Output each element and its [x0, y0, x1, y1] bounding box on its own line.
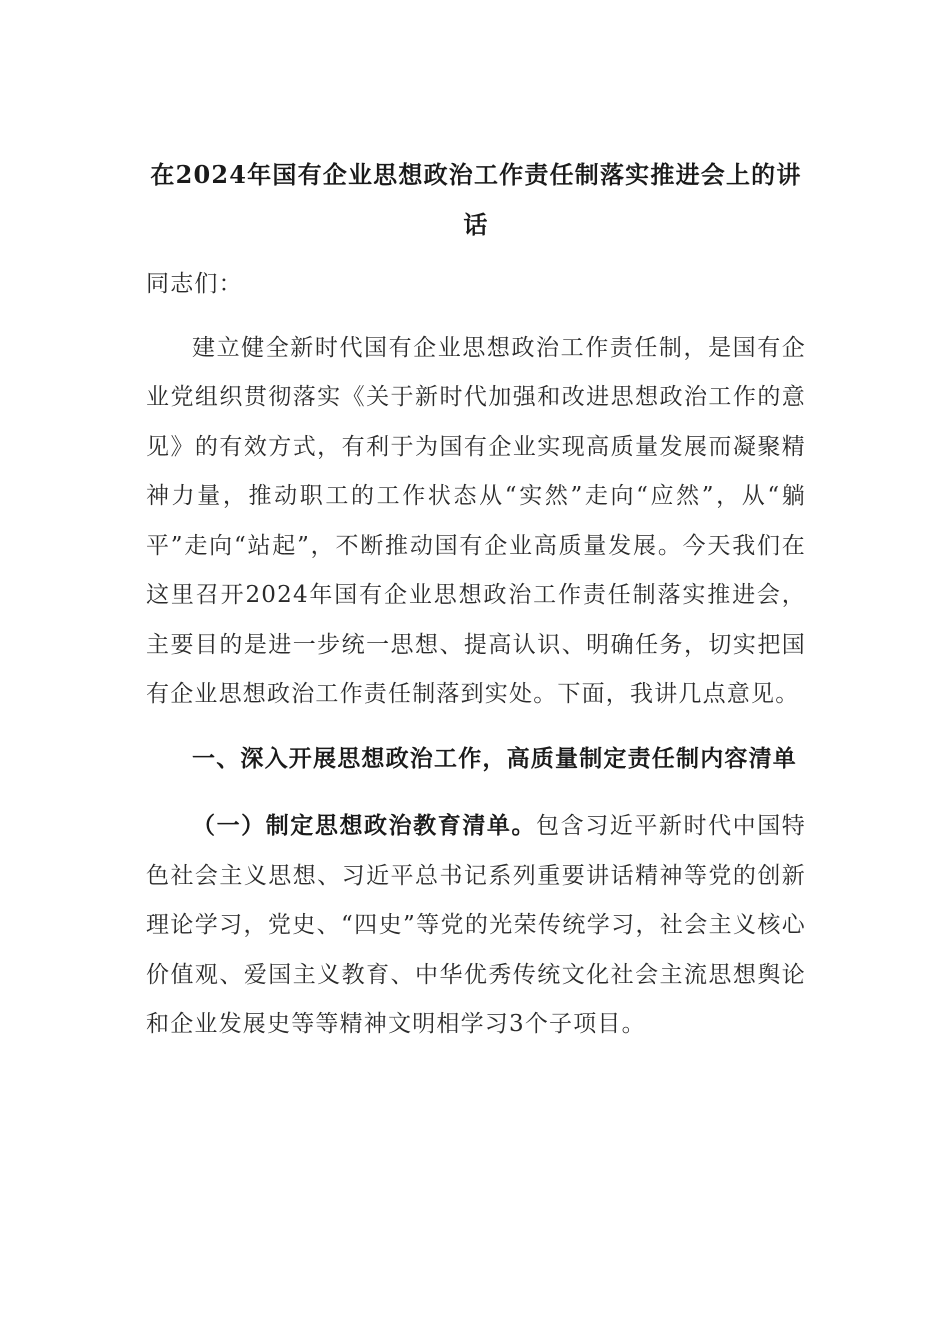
- subsection-paragraph: [146, 801, 806, 1050]
- document-title: 在2024年国有企业思想政治工作责任制落实推进会上的讲话: [150, 160, 802, 239]
- section-heading: 一、深入开展思想政治工作，高质量制定责任制内容清单: [192, 744, 797, 772]
- intro-paragraph: 建立健全新时代国有企业思想政治工作责任制，是国有企业党组织贯彻落实《关于新时代加强和改进思想政治工作的意见》的有效方式，有利于为国有企业实现高质量发展而凝聚精神力量，推动职工的工作状态从“实然”走向“应然”，从“躺平”走向“站起”，不断推动国有企业高质量发展。今天我们在这里召开2024年国有企业思想政治工作责任制落实推进会，主要目的是进一步统一思想、提高认识、明确任务，切实把国有企业思想政治工作责任制落到实处。下面，我讲几点意见。: [146, 334, 806, 707]
- document-body: [146, 150, 806, 1064]
- salutation: 同志们：: [146, 271, 243, 297]
- subsection-lead: （一）制定思想政治教育清单。: [192, 812, 537, 839]
- subsection-body: 包含习近平新时代中国特色社会主义思想、习近平总书记系列重要讲话精神等党的创新理论学习，党史、“四史”等党的光荣传统学习，社会主义核心价值观、爱国主义教育、中华优秀传统文化社会主流思想舆论和企业发展史等等精神文明相学习3个子项目。: [146, 813, 806, 1037]
